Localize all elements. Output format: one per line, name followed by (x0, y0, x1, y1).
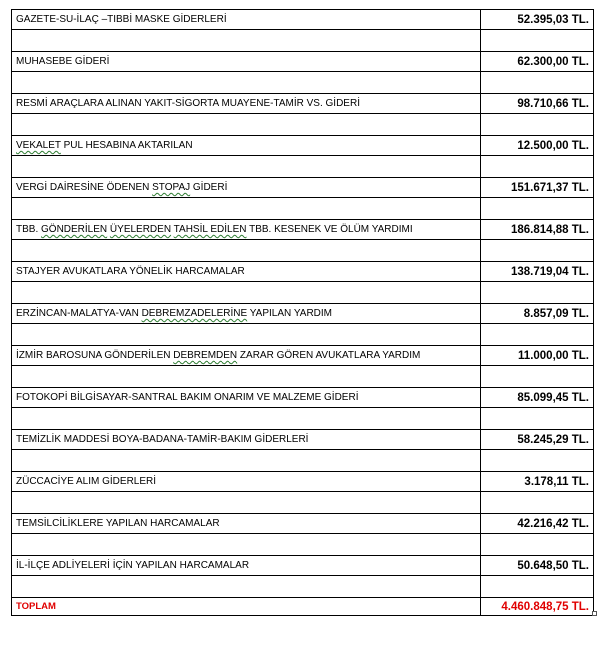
expense-amount[interactable]: 11.000,00 TL. (481, 346, 594, 366)
expense-row (12, 94, 594, 114)
spacer-amount-cell[interactable] (481, 72, 594, 94)
expense-row (12, 10, 594, 30)
expense-amount[interactable]: 12.500,00 TL. (481, 136, 594, 156)
expense-row (12, 304, 594, 324)
spacer-description-cell[interactable] (12, 282, 481, 304)
spacer-description-cell[interactable] (12, 30, 481, 52)
expense-description-segment: STOPAJ (152, 182, 191, 193)
expense-description-segment: YAPILAN YARDIM (247, 308, 332, 319)
spacer-description-cell[interactable] (12, 576, 481, 598)
expense-row (12, 472, 594, 492)
expense-amount[interactable]: 62.300,00 TL. (481, 52, 594, 72)
spacer-row (12, 450, 594, 472)
expense-row (12, 346, 594, 366)
total-row (12, 598, 594, 616)
expense-row (12, 52, 594, 72)
spacer-amount-cell[interactable] (481, 366, 594, 388)
expense-amount[interactable]: 85.099,45 TL. (481, 388, 594, 408)
expense-amount[interactable]: 52.395,03 TL. (481, 10, 594, 30)
expense-description[interactable]: TEMSİLCİLİKLERE YAPILAN HARCAMALAR (12, 514, 481, 534)
expense-description[interactable]: STAJYER AVUKATLARA YÖNELİK HARCAMALAR (12, 262, 481, 282)
expense-description-segment: VEKALET (16, 140, 61, 151)
expense-description[interactable]: RESMİ ARAÇLARA ALINAN YAKIT-SİGORTA MUAYENE-TAMİR VS. GİDERİ (12, 94, 481, 114)
spacer-row (12, 72, 594, 94)
spacer-amount-cell[interactable] (481, 30, 594, 52)
spacer-amount-cell[interactable] (481, 534, 594, 556)
expense-description[interactable] (12, 220, 481, 240)
spacer-amount-cell[interactable] (481, 156, 594, 178)
expense-amount[interactable]: 58.245,29 TL. (481, 430, 594, 450)
expense-row (12, 388, 594, 408)
expense-description[interactable]: FOTOKOPİ BİLGİSAYAR-SANTRAL BAKIM ONARIM VE MALZEME GİDERİ (12, 388, 481, 408)
spacer-row (12, 492, 594, 514)
spacer-row (12, 240, 594, 262)
spacer-description-cell[interactable] (12, 450, 481, 472)
spacer-row (12, 324, 594, 346)
total-amount[interactable]: 4.460.848,75 TL. (481, 598, 594, 616)
expenses-table (11, 9, 594, 616)
expense-row (12, 556, 594, 576)
expense-row (12, 514, 594, 534)
expense-description[interactable] (12, 304, 481, 324)
total-label[interactable]: TOPLAM (12, 598, 481, 616)
expense-row (12, 220, 594, 240)
expense-row (12, 430, 594, 450)
expenses-table-body (12, 10, 594, 616)
spacer-amount-cell[interactable] (481, 408, 594, 430)
expense-description-segment: ERZİNCAN-MALATYA-VAN (16, 308, 142, 319)
spacer-row (12, 366, 594, 388)
spacer-row (12, 156, 594, 178)
expense-description-segment: TAHSİL EDİLEN (173, 224, 247, 235)
expense-description[interactable] (12, 178, 481, 198)
expense-description[interactable]: GAZETE-SU-İLAÇ –TIBBİ MASKE GİDERLERİ (12, 10, 481, 30)
expense-description[interactable]: TEMİZLİK MADDESİ BOYA-BADANA-TAMİR-BAKIM GİDERLERİ (12, 430, 481, 450)
expense-amount[interactable]: 8.857,09 TL. (481, 304, 594, 324)
expense-row (12, 262, 594, 282)
expense-description[interactable]: ZÜCCACİYE ALIM GİDERLERİ (12, 472, 481, 492)
spacer-description-cell[interactable] (12, 366, 481, 388)
expense-description[interactable]: İL-İLÇE ADLİYELERİ İÇİN YAPILAN HARCAMALAR (12, 556, 481, 576)
expense-amount[interactable]: 138.719,04 TL. (481, 262, 594, 282)
spacer-description-cell[interactable] (12, 114, 481, 136)
expense-description-segment: VERGİ DAİRESİNE ÖDENEN (16, 182, 153, 193)
spacer-description-cell[interactable] (12, 324, 481, 346)
spacer-amount-cell[interactable] (481, 492, 594, 514)
expense-description-segment: ZARAR GÖREN AVUKATLARA YARDIM (237, 350, 421, 361)
spacer-amount-cell[interactable] (481, 240, 594, 262)
table-resize-handle[interactable] (592, 611, 597, 616)
spacer-amount-cell[interactable] (481, 450, 594, 472)
expense-amount[interactable]: 98.710,66 TL. (481, 94, 594, 114)
expense-amount[interactable]: 3.178,11 TL. (481, 472, 594, 492)
spacer-description-cell[interactable] (12, 492, 481, 514)
expense-description[interactable] (12, 346, 481, 366)
expense-description-segment: ÜYELERDEN (109, 224, 172, 235)
spacer-row (12, 408, 594, 430)
spacer-amount-cell[interactable] (481, 198, 594, 220)
expense-description-segment: PUL HESABINA AKTARILAN (60, 140, 193, 151)
expense-amount[interactable]: 151.671,37 TL. (481, 178, 594, 198)
expense-description-segment: DEBREMDEN (173, 350, 238, 361)
expense-description[interactable] (12, 136, 481, 156)
expense-amount[interactable]: 42.216,42 TL. (481, 514, 594, 534)
spacer-description-cell[interactable] (12, 198, 481, 220)
expense-description-segment: İZMİR BAROSUNA GÖNDERİLEN (16, 350, 174, 361)
spacer-description-cell[interactable] (12, 240, 481, 262)
spacer-amount-cell[interactable] (481, 324, 594, 346)
expense-description-segment: TBB. (16, 224, 42, 235)
expense-description-segment: GÖNDERİLEN (41, 224, 108, 235)
spacer-row (12, 198, 594, 220)
spacer-description-cell[interactable] (12, 534, 481, 556)
expense-description-segment: GİDERİ (190, 182, 228, 193)
expense-row (12, 136, 594, 156)
spacer-amount-cell[interactable] (481, 114, 594, 136)
expense-row (12, 178, 594, 198)
spacer-row (12, 534, 594, 556)
spacer-description-cell[interactable] (12, 156, 481, 178)
spacer-row (12, 576, 594, 598)
spacer-amount-cell[interactable] (481, 282, 594, 304)
expense-description[interactable]: MUHASEBE GİDERİ (12, 52, 481, 72)
expense-amount[interactable]: 186.814,88 TL. (481, 220, 594, 240)
spacer-row (12, 30, 594, 52)
spacer-description-cell[interactable] (12, 408, 481, 430)
expense-description-segment: DEBREMZADELERİNE (141, 308, 248, 319)
spacer-amount-cell[interactable] (481, 576, 594, 598)
spacer-description-cell[interactable] (12, 72, 481, 94)
expense-amount[interactable]: 50.648,50 TL. (481, 556, 594, 576)
spacer-row (12, 114, 594, 136)
expense-description-segment: TBB. KESENEK VE ÖLÜM YARDIMI (246, 224, 413, 235)
spacer-row (12, 282, 594, 304)
